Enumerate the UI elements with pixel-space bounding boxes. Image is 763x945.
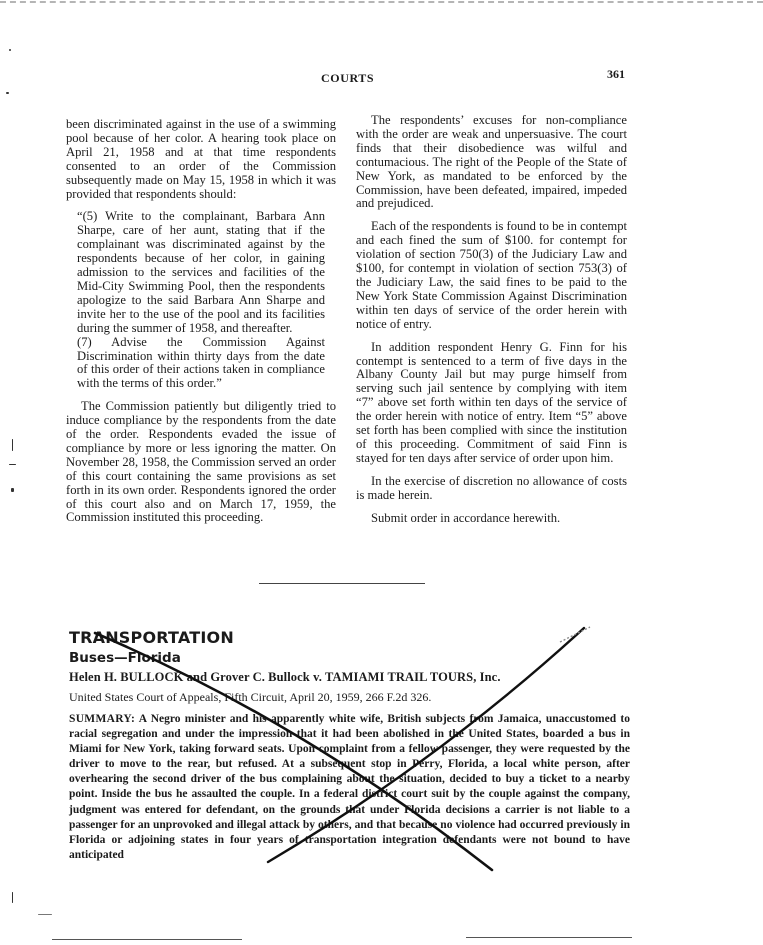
left-intro-paragraph: been discriminated against in the use of a swimming pool because of her color. A hearing took place on April 21, 1958 and at that time respondents consented to an order of the Commission subsequently made on May 15, 1958 in which it was provided that respondents should:	[66, 117, 336, 201]
scan-speck	[6, 92, 9, 94]
order-quote-block	[77, 210, 325, 391]
page-number: 361	[607, 67, 625, 81]
scan-top-edge	[0, 1, 763, 3]
summary-label: SUMMARY:	[69, 713, 136, 725]
section-title: TRANSPORTATION	[69, 628, 234, 647]
right-column	[356, 114, 627, 525]
court-citation: United States Court of Appeals, Fifth Circuit, April 20, 1959, 266 F.2d 326.	[69, 690, 432, 704]
quote-item-7: (7) Advise the Commission Against Discrimination within thirty days from the date of this order of their actions taken in compliance with the terms of this order.”	[77, 334, 325, 391]
right-paragraph-2: Each of the respondents is found to be in contempt and each fined the sum of $100. for contempt for violation of section 750(3) of the Judiciary Law and $100, for contempt in violation of section 753(3) of the Judiciary Law, the said fines to be paid to the New York State Commission Against Discrimination within ten days of service of the order herein with notice of entry.	[356, 219, 627, 331]
bottom-rule-left	[52, 939, 242, 940]
running-head: COURTS	[321, 71, 375, 85]
left-paragraph-2: The Commission patiently but diligently tried to induce compliance by the respondents from the date of the order. Respondents evaded the issue of compliance by more or less ignoring the matter. On November 28, 1958, the Commission served an order of this court containing the same provisions as set forth in its own order. Respondents ignored the order of this court also and on March 17, 1959, the Commission instituted this proceeding.	[66, 399, 336, 525]
scan-mark	[38, 914, 52, 915]
summary-text: A Negro minister and his apparently white wife, British subjects from Jamaica, unaccustomed to racial segregation and under the impression that it had been abolished in the United States, boarded a bus in Miami for New York, taking forward seats. Upon complaint from a fellow passenger, they were requested by the driver to move to the rear, but refused. At a subsequent stop in Perry, Florida, a local white person, after overhearing the second driver of the bus complaining about the situation, decided to buy a ticket to a nearby point. Inside the bus he assaulted the couple. In a federal district court suit by the couple against the company, judgment was entered for defendant, on the grounds that under Florida decisions a carrier is not liable to a passenger for an unprovoked and illegal attack by others, and that because no violence had occurred previously in Florida or adjoining states in four years of transportation integration defendants were not bound to have anticipated	[69, 713, 630, 861]
right-paragraph-1: The respondents’ excuses for non-compliance with the order are weak and unpersuasive. The court finds that their disobedience was wilful and contumacious. The right of the People of the State of New York, as mandated to be enforced by the Commission, have been defeated, impaired, impeded and prejudiced.	[356, 113, 627, 211]
case-summary	[69, 712, 630, 863]
scan-speck	[11, 488, 14, 492]
left-column	[66, 118, 336, 525]
section-subtitle: Buses—Florida	[69, 650, 181, 666]
case-title: Helen H. BULLOCK and Grover C. Bullock v. TAMIAMI TRAIL TOURS, Inc.	[69, 670, 501, 684]
quote-item-5: “(5) Write to the complainant, Barbara Ann Sharpe, care of her aunt, stating that if the complainant was discriminated against by the respondents because of her color, in gaining admission to the services and facilities of the Mid-City Swimming Pool, then the respondents apologize to the said Barbara Ann Sharpe and invite her to the use of the pool and its facilities during the summer of 1958, and thereafter.	[77, 209, 325, 335]
section-divider	[259, 583, 425, 584]
right-paragraph-3: In addition respondent Henry G. Finn for his contempt is sentenced to a term of five days in the Albany County Jail but may purge himself from serving such jail sentence by complying with item “7” above set forth within ten days of the service of the order herein with notice of entry. Item “5” above set forth has been complied with since the institution of this proceeding. Commitment of said Finn is stayed for ten days after service of order upon him.	[356, 339, 627, 465]
scan-mark	[9, 464, 16, 465]
bottom-rule-right	[466, 937, 632, 938]
scan-mark	[12, 892, 13, 903]
scan-mark	[12, 439, 13, 451]
right-paragraph-4: In the exercise of discretion no allowance of costs is made herein.	[356, 473, 627, 502]
right-paragraph-5: Submit order in accordance herewith.	[371, 510, 561, 525]
scan-speck	[9, 49, 11, 51]
